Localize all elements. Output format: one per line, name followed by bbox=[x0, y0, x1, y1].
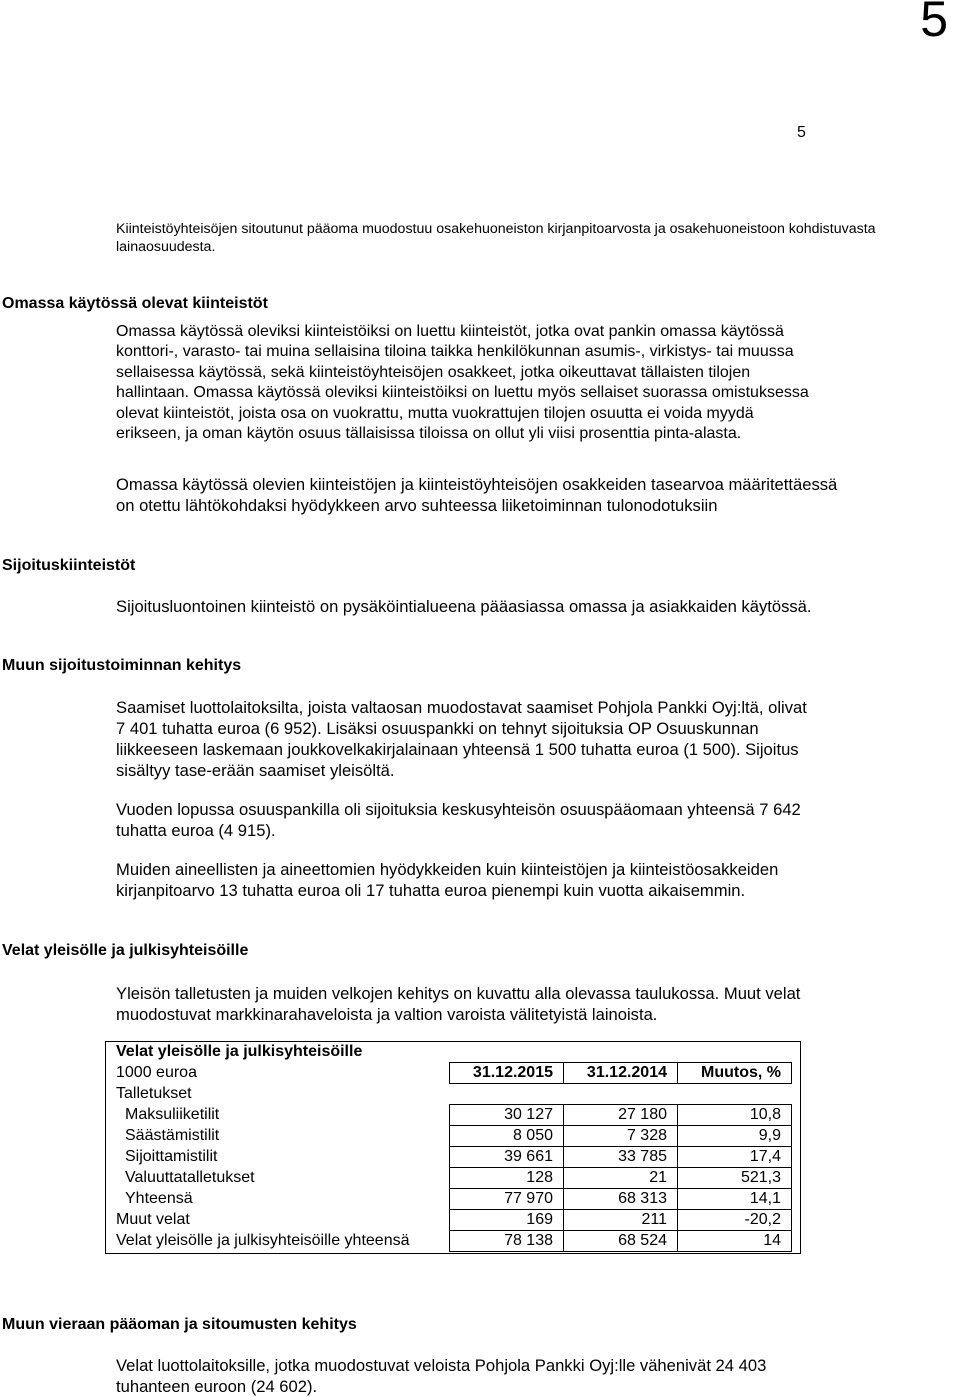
table-cell: 169 bbox=[450, 1210, 564, 1231]
table-cell: 39 661 bbox=[450, 1147, 564, 1168]
section-heading-muun-sijoitus: Muun sijoitustoiminnan kehitys bbox=[2, 657, 242, 674]
table-row bbox=[106, 1147, 792, 1168]
table-cell: 10,8 bbox=[678, 1105, 792, 1126]
omassa-paragraph-1 bbox=[116, 322, 809, 444]
intro-note-line: lainaosuudesta. bbox=[116, 239, 216, 255]
page-number-large: 5 bbox=[920, 0, 948, 47]
table-cell: 9,9 bbox=[678, 1126, 792, 1147]
table-title: Velat yleisölle ja julkisyhteisöille bbox=[116, 1043, 363, 1061]
table-row bbox=[106, 1042, 792, 1063]
row-label: Säästämistilit bbox=[125, 1127, 220, 1144]
paragraph-line: tuhanteen euroon (24 602). bbox=[116, 1377, 318, 1396]
paragraph-line: Yleisön talletusten ja muiden velkojen kehitys on kuvattu alla olevassa taulukossa. Muut velat bbox=[116, 984, 801, 1003]
table-cell: 8 050 bbox=[450, 1126, 564, 1147]
table-unit: 1000 euroa bbox=[116, 1064, 197, 1081]
row-label: Maksuliiketilit bbox=[125, 1106, 220, 1123]
paragraph-line: sellaisessa käytössä, sekä kiinteistöyhteisöjen osakkeet, jotka oikeuttavat tällaisten tilojen bbox=[116, 363, 751, 381]
table-group-label: Talletukset bbox=[116, 1085, 192, 1102]
table-row bbox=[106, 1189, 792, 1210]
paragraph-line: tuhatta euroa (4 915). bbox=[116, 821, 276, 840]
page-number: 5 bbox=[797, 124, 806, 141]
velat-paragraph bbox=[116, 983, 800, 1025]
paragraph-line: sisältyy tase-erään saamiset yleisöltä. bbox=[116, 761, 395, 780]
table-cell: 27 180 bbox=[564, 1105, 678, 1126]
muun-sijoitus-paragraph-1 bbox=[116, 697, 807, 781]
table-cell: 521,3 bbox=[678, 1168, 792, 1189]
row-label: Sijoittamistilit bbox=[125, 1148, 218, 1165]
table-row bbox=[106, 1210, 792, 1231]
table-cell: 78 138 bbox=[450, 1231, 564, 1252]
row-label: Yhteensä bbox=[125, 1190, 193, 1207]
table-row bbox=[106, 1168, 792, 1189]
muun-vieraan-paragraph bbox=[116, 1355, 766, 1397]
table-cell: 17,4 bbox=[678, 1147, 792, 1168]
muun-sijoitus-paragraph-3 bbox=[116, 859, 778, 901]
table-row bbox=[106, 1126, 792, 1147]
paragraph-line: Omassa käytössä oleviksi kiinteistöiksi on luettu kiinteistöt, jotka ovat pankin omassa käytössä bbox=[116, 323, 784, 340]
paragraph-line: kirjanpitoarvo 13 tuhatta euroa oli 17 tuhatta euroa pienempi kuin vuotta aikaisemmin. bbox=[116, 881, 746, 900]
table-row bbox=[106, 1231, 792, 1252]
paragraph-line: hallintaan. Omassa käytössä oleviksi kiinteistöiksi on luettu myös sellaiset suorassa omistuksessa bbox=[116, 384, 809, 402]
row-label: Valuuttatalletukset bbox=[125, 1169, 255, 1186]
omassa-paragraph-2 bbox=[116, 474, 837, 516]
paragraph-line: liikkeeseen laskemaan joukkovelkakirjalainaan yhteensä 1 500 tuhatta euroa (1 500). Sijoitus bbox=[116, 740, 799, 759]
sijoitus-paragraph: Sijoitusluontoinen kiinteistö on pysäköintialueena pääasiassa omassa ja asiakkaiden käytössä. bbox=[116, 597, 812, 616]
paragraph-line: 7 401 tuhatta euroa (6 952). Lisäksi osuuspankki on tehnyt sijoituksia OP Osuuskunnan bbox=[116, 719, 759, 738]
muun-sijoitus-paragraph-2 bbox=[116, 799, 801, 841]
table-cell: 211 bbox=[564, 1210, 678, 1231]
column-header: 31.12.2015 bbox=[450, 1063, 564, 1084]
paragraph-line: Velat luottolaitoksille, jotka muodostuvat veloista Pohjola Pankki Oyj:lle vähenivät 24 403 bbox=[116, 1356, 767, 1375]
paragraph-line: konttori-, varasto- tai muina sellaisina tiloina taikka henkilökunnan asumis-, virkistys- tai muussa bbox=[116, 343, 794, 361]
table-row bbox=[106, 1063, 792, 1084]
row-label: Muut velat bbox=[116, 1211, 190, 1228]
column-header: Muutos, % bbox=[678, 1063, 792, 1084]
table-cell: 14,1 bbox=[678, 1189, 792, 1210]
table-row bbox=[106, 1084, 792, 1105]
column-header: 31.12.2014 bbox=[564, 1063, 678, 1084]
paragraph-line: Vuoden lopussa osuuspankilla oli sijoituksia keskusyhteisön osuuspääomaan yhteensä 7 642 bbox=[116, 800, 801, 819]
table-cell: 30 127 bbox=[450, 1105, 564, 1126]
table-cell: 33 785 bbox=[564, 1147, 678, 1168]
table-cell: 21 bbox=[564, 1168, 678, 1189]
table-cell: 7 328 bbox=[564, 1126, 678, 1147]
table-cell: 68 524 bbox=[564, 1231, 678, 1252]
row-label: Velat yleisölle ja julkisyhteisöille yhteensä bbox=[116, 1232, 410, 1249]
velat-table bbox=[106, 1042, 792, 1252]
table-cell: -20,2 bbox=[678, 1210, 792, 1231]
table-cell: 68 313 bbox=[564, 1189, 678, 1210]
paragraph-line: Saamiset luottolaitoksilta, joista valtaosan muodostavat saamiset Pohjola Pankki Oyj:ltä, olivat bbox=[116, 698, 807, 717]
section-heading-muun-vieraan: Muun vieraan pääoman ja sitoumusten kehitys bbox=[2, 1316, 357, 1333]
table-cell: 14 bbox=[678, 1231, 792, 1252]
table-cell: 128 bbox=[450, 1168, 564, 1189]
paragraph-line: Omassa käytössä olevien kiinteistöjen ja kiinteistöyhteisöjen osakkeiden tasearvoa määritettäessä bbox=[116, 475, 838, 494]
paragraph-line: muodostuvat markkinarahaveloista ja valtion varoista välitetyistä lainoista. bbox=[116, 1005, 658, 1024]
paragraph-line: olevat kiinteistöt, joista osa on vuokrattu, mutta vuokrattujen tilojen osuutta ei voida myydä bbox=[116, 404, 754, 422]
section-heading-sijoitus: Sijoituskiinteistöt bbox=[2, 557, 136, 574]
intro-note-line: Kiinteistöyhteisöjen sitoutunut pääoma muodostuu osakehuoneiston kirjanpitoarvosta ja osakehuoneistoon kohdistuvasta bbox=[116, 221, 876, 237]
paragraph-line: Muiden aineellisten ja aineettomien hyödykkeiden kuin kiinteistöjen ja kiinteistöosakkeiden bbox=[116, 860, 779, 879]
intro-note bbox=[116, 220, 876, 256]
section-heading-velat: Velat yleisölle ja julkisyhteisöille bbox=[2, 942, 249, 959]
table-row bbox=[106, 1105, 792, 1126]
paragraph-line: on otettu lähtökohdaksi hyödykkeen arvo suhteessa liiketoiminnan tulonodotuksiin bbox=[116, 496, 718, 515]
table-cell: 77 970 bbox=[450, 1189, 564, 1210]
section-heading-omassa: Omassa käytössä olevat kiinteistöt bbox=[2, 295, 268, 312]
paragraph-line: erikseen, ja oman käytön osuus tällaisissa tiloissa on ollut yli viisi prosenttia pinta-alasta. bbox=[116, 425, 742, 443]
